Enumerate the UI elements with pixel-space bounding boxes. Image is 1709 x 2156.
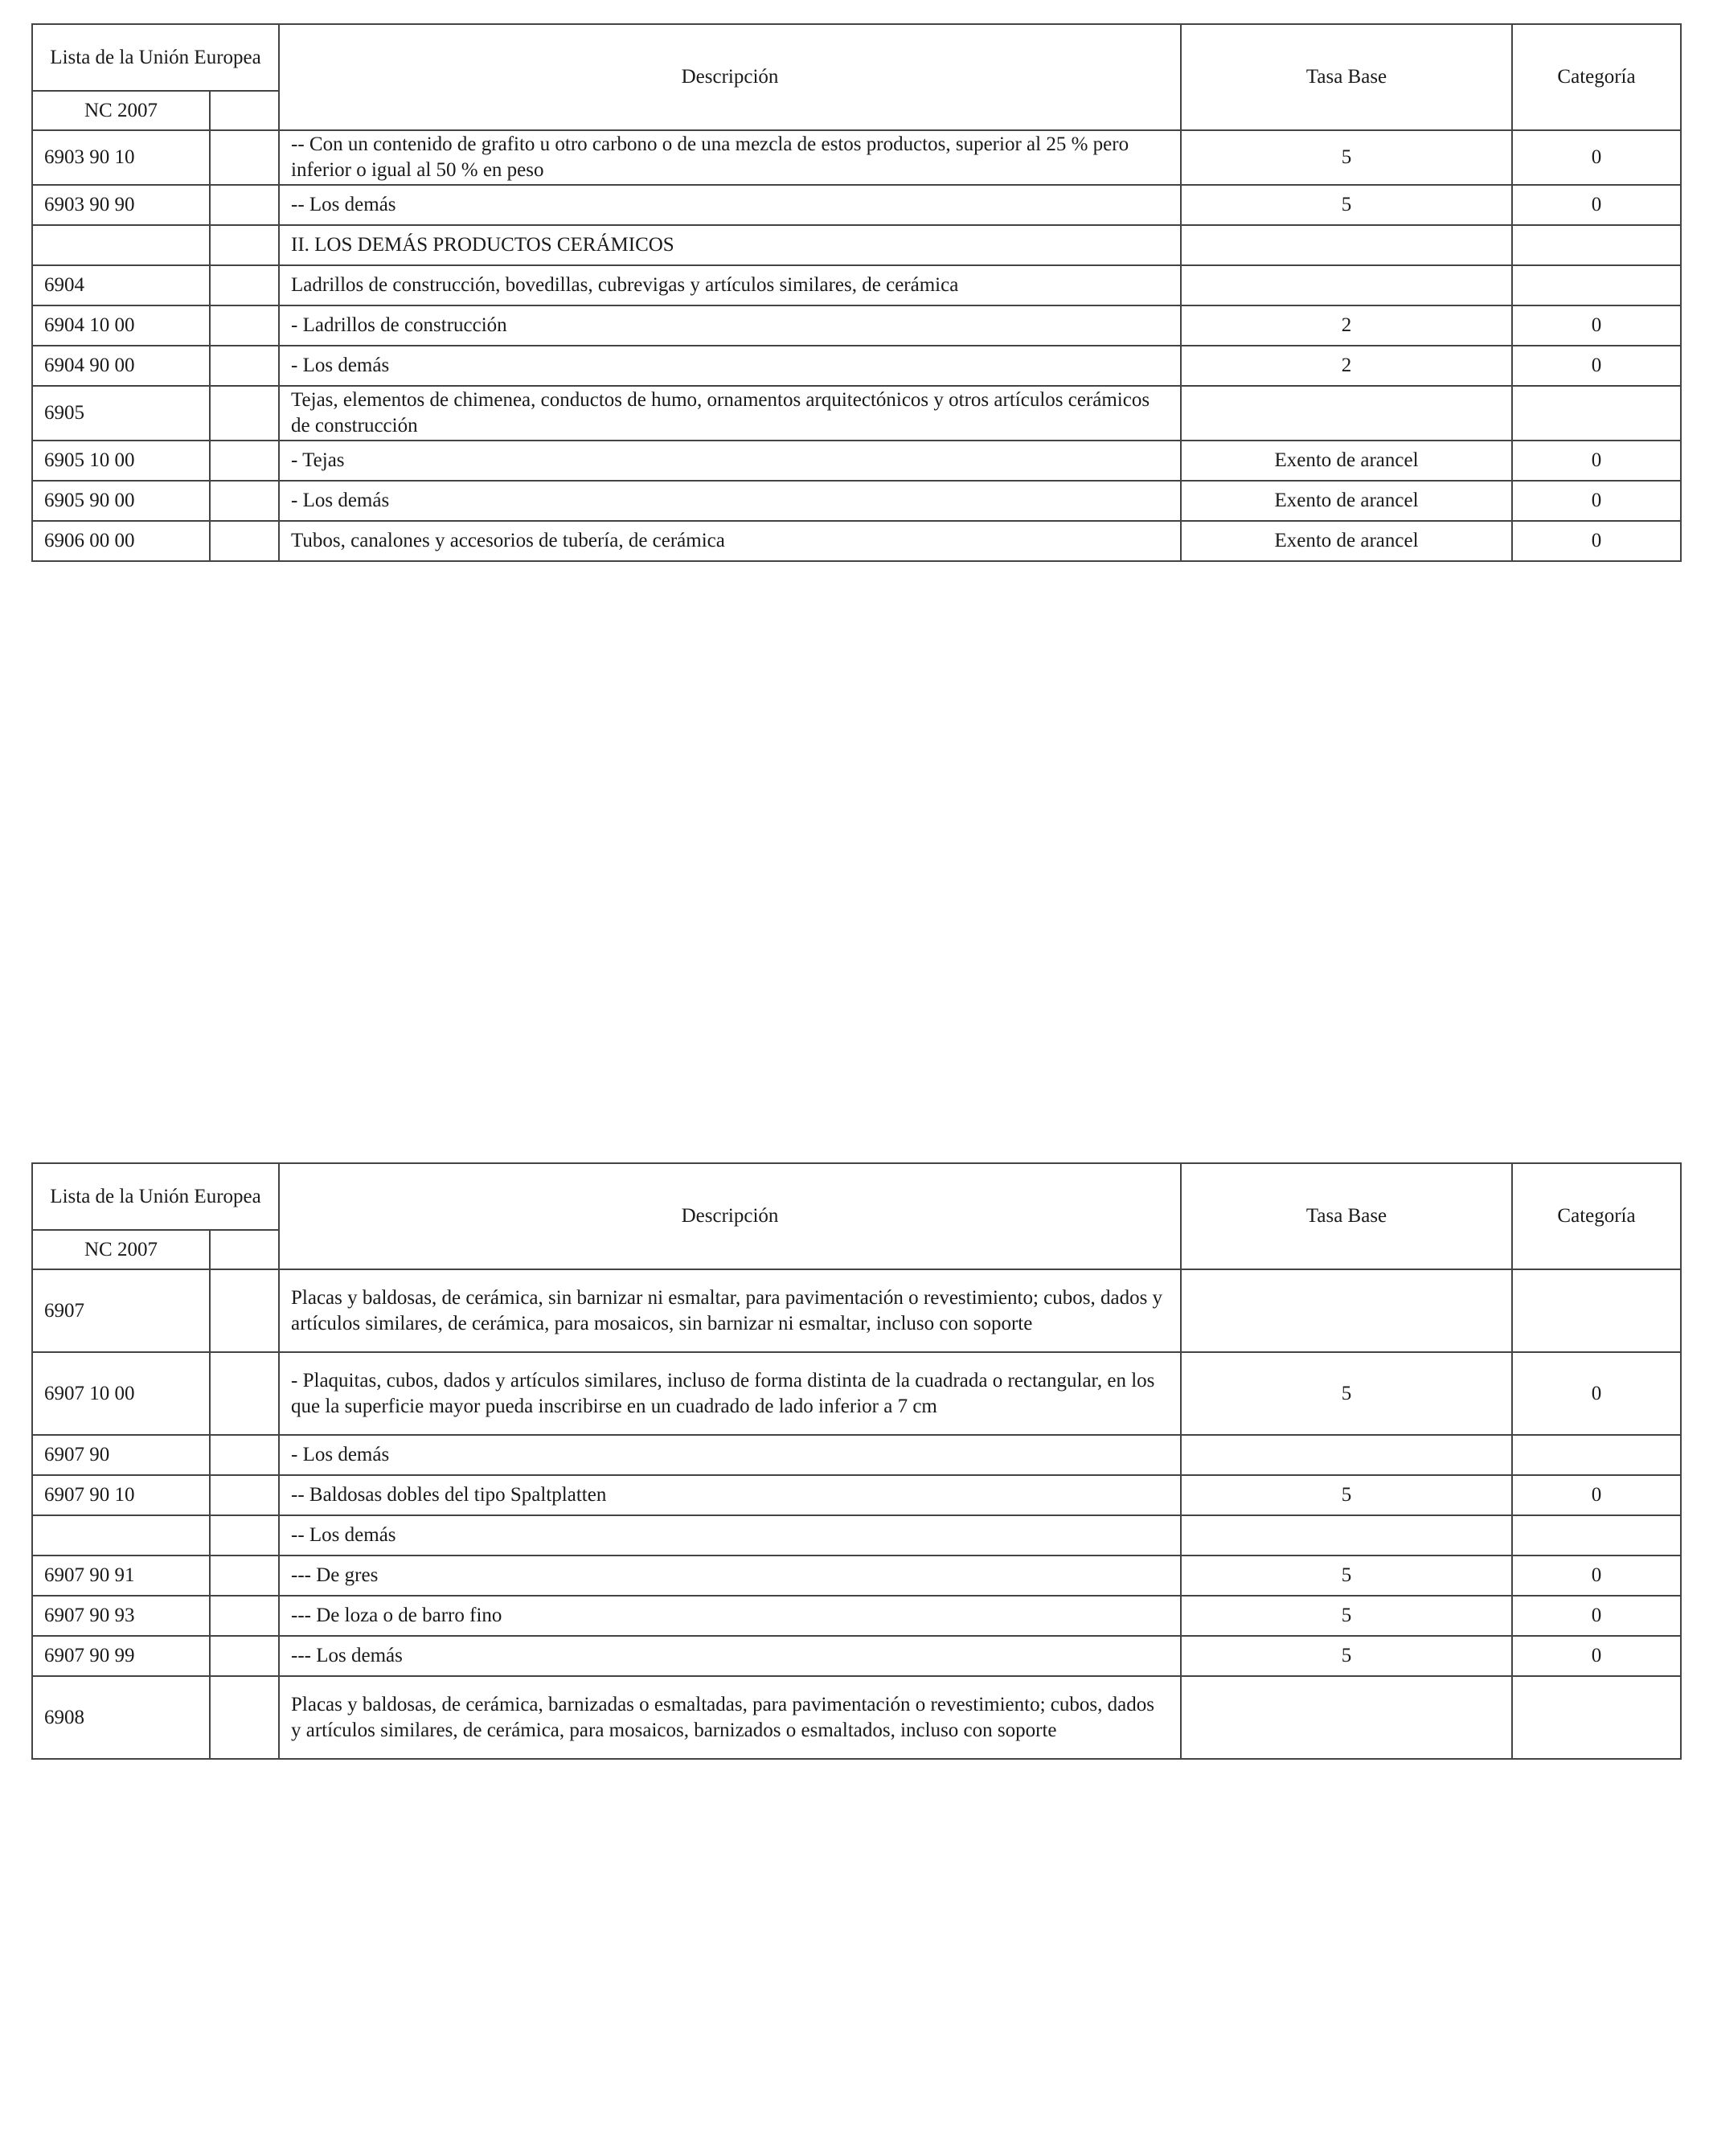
empty-cell <box>210 1515 279 1556</box>
empty-cell <box>210 1676 279 1759</box>
nc-code: 6907 90 93 <box>32 1596 210 1636</box>
description: Tubos, canalones y accesorios de tubería, de cerámica <box>279 521 1181 561</box>
empty-cell <box>210 1435 279 1475</box>
table-row <box>32 1269 1681 1352</box>
category: 0 <box>1512 346 1681 386</box>
description: - Los demás <box>279 1435 1181 1475</box>
table-row <box>32 386 1681 441</box>
category <box>1512 1676 1681 1759</box>
category: 0 <box>1512 1556 1681 1596</box>
category: 0 <box>1512 130 1681 185</box>
table-row <box>32 185 1681 225</box>
header-descripcion: Descripción <box>279 1163 1181 1269</box>
description: Placas y baldosas, de cerámica, barnizadas o esmaltadas, para pavimentación o revestimiento; cubos, dados y artículos similares, de cerámica, para mosaicos, barnizados o esmaltados, incluso con soporte <box>279 1676 1181 1759</box>
description: -- Con un contenido de grafito u otro carbono o de una mezcla de estos productos, superior al 25 % pero inferior o igual al 50 % en peso <box>279 130 1181 185</box>
base-rate: Exento de arancel <box>1181 521 1512 561</box>
base-rate: 5 <box>1181 130 1512 185</box>
table-row <box>32 1435 1681 1475</box>
description: - Ladrillos de construcción <box>279 305 1181 346</box>
nc-code: 6908 <box>32 1676 210 1759</box>
empty-cell <box>210 1596 279 1636</box>
empty-cell <box>210 265 279 305</box>
table-row <box>32 1515 1681 1556</box>
header-nc-2007: NC 2007 <box>32 91 210 130</box>
empty-cell <box>210 130 279 185</box>
header-empty-cell <box>210 91 279 130</box>
empty-cell <box>210 185 279 225</box>
category: 0 <box>1512 441 1681 481</box>
header-categoria: Categoría <box>1512 24 1681 130</box>
empty-cell <box>210 386 279 441</box>
header-tasa-base: Tasa Base <box>1181 1163 1512 1269</box>
table-row <box>32 346 1681 386</box>
description: --- De gres <box>279 1556 1181 1596</box>
category <box>1512 225 1681 265</box>
nc-code: 6903 90 10 <box>32 130 210 185</box>
empty-cell <box>210 1475 279 1515</box>
base-rate: 5 <box>1181 1636 1512 1676</box>
nc-code: 6905 <box>32 386 210 441</box>
description: --- Los demás <box>279 1636 1181 1676</box>
base-rate: Exento de arancel <box>1181 441 1512 481</box>
category: 0 <box>1512 521 1681 561</box>
nc-code: 6907 90 99 <box>32 1636 210 1676</box>
nc-code: 6907 10 00 <box>32 1352 210 1435</box>
description: -- Los demás <box>279 1515 1181 1556</box>
tariff-table-1 <box>31 23 1682 562</box>
nc-code: 6904 90 00 <box>32 346 210 386</box>
nc-code: 6905 90 00 <box>32 481 210 521</box>
base-rate <box>1181 386 1512 441</box>
empty-cell <box>210 481 279 521</box>
nc-code: 6907 90 <box>32 1435 210 1475</box>
nc-code: 6904 10 00 <box>32 305 210 346</box>
table-row <box>32 441 1681 481</box>
empty-cell <box>210 346 279 386</box>
nc-code: 6903 90 90 <box>32 185 210 225</box>
description: - Tejas <box>279 441 1181 481</box>
empty-cell <box>210 305 279 346</box>
description: Ladrillos de construcción, bovedillas, cubrevigas y artículos similares, de cerámica <box>279 265 1181 305</box>
nc-code: 6906 00 00 <box>32 521 210 561</box>
nc-code <box>32 1515 210 1556</box>
nc-code: 6907 90 10 <box>32 1475 210 1515</box>
header-nc-2007: NC 2007 <box>32 1230 210 1269</box>
description: -- Los demás <box>279 185 1181 225</box>
empty-cell <box>210 441 279 481</box>
table-row <box>32 1556 1681 1596</box>
table-row <box>32 1636 1681 1676</box>
base-rate: 2 <box>1181 305 1512 346</box>
nc-code <box>32 225 210 265</box>
empty-cell <box>210 1556 279 1596</box>
base-rate <box>1181 1515 1512 1556</box>
table-row <box>32 1596 1681 1636</box>
base-rate <box>1181 1435 1512 1475</box>
category: 0 <box>1512 305 1681 346</box>
header-descripcion: Descripción <box>279 24 1181 130</box>
nc-code: 6904 <box>32 265 210 305</box>
base-rate: 2 <box>1181 346 1512 386</box>
nc-code: 6905 10 00 <box>32 441 210 481</box>
empty-cell <box>210 1269 279 1352</box>
empty-cell <box>210 225 279 265</box>
category: 0 <box>1512 1352 1681 1435</box>
base-rate <box>1181 265 1512 305</box>
category <box>1512 386 1681 441</box>
category: 0 <box>1512 1596 1681 1636</box>
nc-code: 6907 <box>32 1269 210 1352</box>
header-lista: Lista de la Unión Europea <box>32 1163 279 1230</box>
table-row <box>32 265 1681 305</box>
category <box>1512 265 1681 305</box>
description: --- De loza o de barro fino <box>279 1596 1181 1636</box>
category: 0 <box>1512 481 1681 521</box>
nc-code: 6907 90 91 <box>32 1556 210 1596</box>
base-rate: 5 <box>1181 1556 1512 1596</box>
empty-cell <box>210 521 279 561</box>
empty-cell <box>210 1636 279 1676</box>
table-row <box>32 225 1681 265</box>
table-row <box>32 481 1681 521</box>
table-row <box>32 1352 1681 1435</box>
table-row <box>32 1475 1681 1515</box>
description: - Plaquitas, cubos, dados y artículos similares, incluso de forma distinta de la cuadrada o rectangular, en los que la superficie mayor pueda inscribirse en un cuadrado de lado inferior a 7 cm <box>279 1352 1181 1435</box>
base-rate: 5 <box>1181 1475 1512 1515</box>
header-lista: Lista de la Unión Europea <box>32 24 279 91</box>
category: 0 <box>1512 1475 1681 1515</box>
category <box>1512 1269 1681 1352</box>
category: 0 <box>1512 185 1681 225</box>
header-categoria: Categoría <box>1512 1163 1681 1269</box>
category: 0 <box>1512 1636 1681 1676</box>
base-rate <box>1181 1676 1512 1759</box>
base-rate: Exento de arancel <box>1181 481 1512 521</box>
base-rate <box>1181 225 1512 265</box>
description: II. LOS DEMÁS PRODUCTOS CERÁMICOS <box>279 225 1181 265</box>
description: Tejas, elementos de chimenea, conductos de humo, ornamentos arquitectónicos y otros artículos cerámicos de construcción <box>279 386 1181 441</box>
tariff-table-2 <box>31 1162 1682 1760</box>
base-rate <box>1181 1269 1512 1352</box>
base-rate: 5 <box>1181 1596 1512 1636</box>
base-rate: 5 <box>1181 1352 1512 1435</box>
header-empty-cell <box>210 1230 279 1269</box>
category <box>1512 1435 1681 1475</box>
empty-cell <box>210 1352 279 1435</box>
table-row <box>32 130 1681 185</box>
description: -- Baldosas dobles del tipo Spaltplatten <box>279 1475 1181 1515</box>
description: - Los demás <box>279 481 1181 521</box>
table-row <box>32 521 1681 561</box>
category <box>1512 1515 1681 1556</box>
description: - Los demás <box>279 346 1181 386</box>
description: Placas y baldosas, de cerámica, sin barnizar ni esmaltar, para pavimentación o revestimiento; cubos, dados y artículos similares, de cerámica, para mosaicos, sin barnizar ni esmaltar, incluso con soporte <box>279 1269 1181 1352</box>
header-tasa-base: Tasa Base <box>1181 24 1512 130</box>
table-row <box>32 1676 1681 1759</box>
base-rate: 5 <box>1181 185 1512 225</box>
table-row <box>32 305 1681 346</box>
